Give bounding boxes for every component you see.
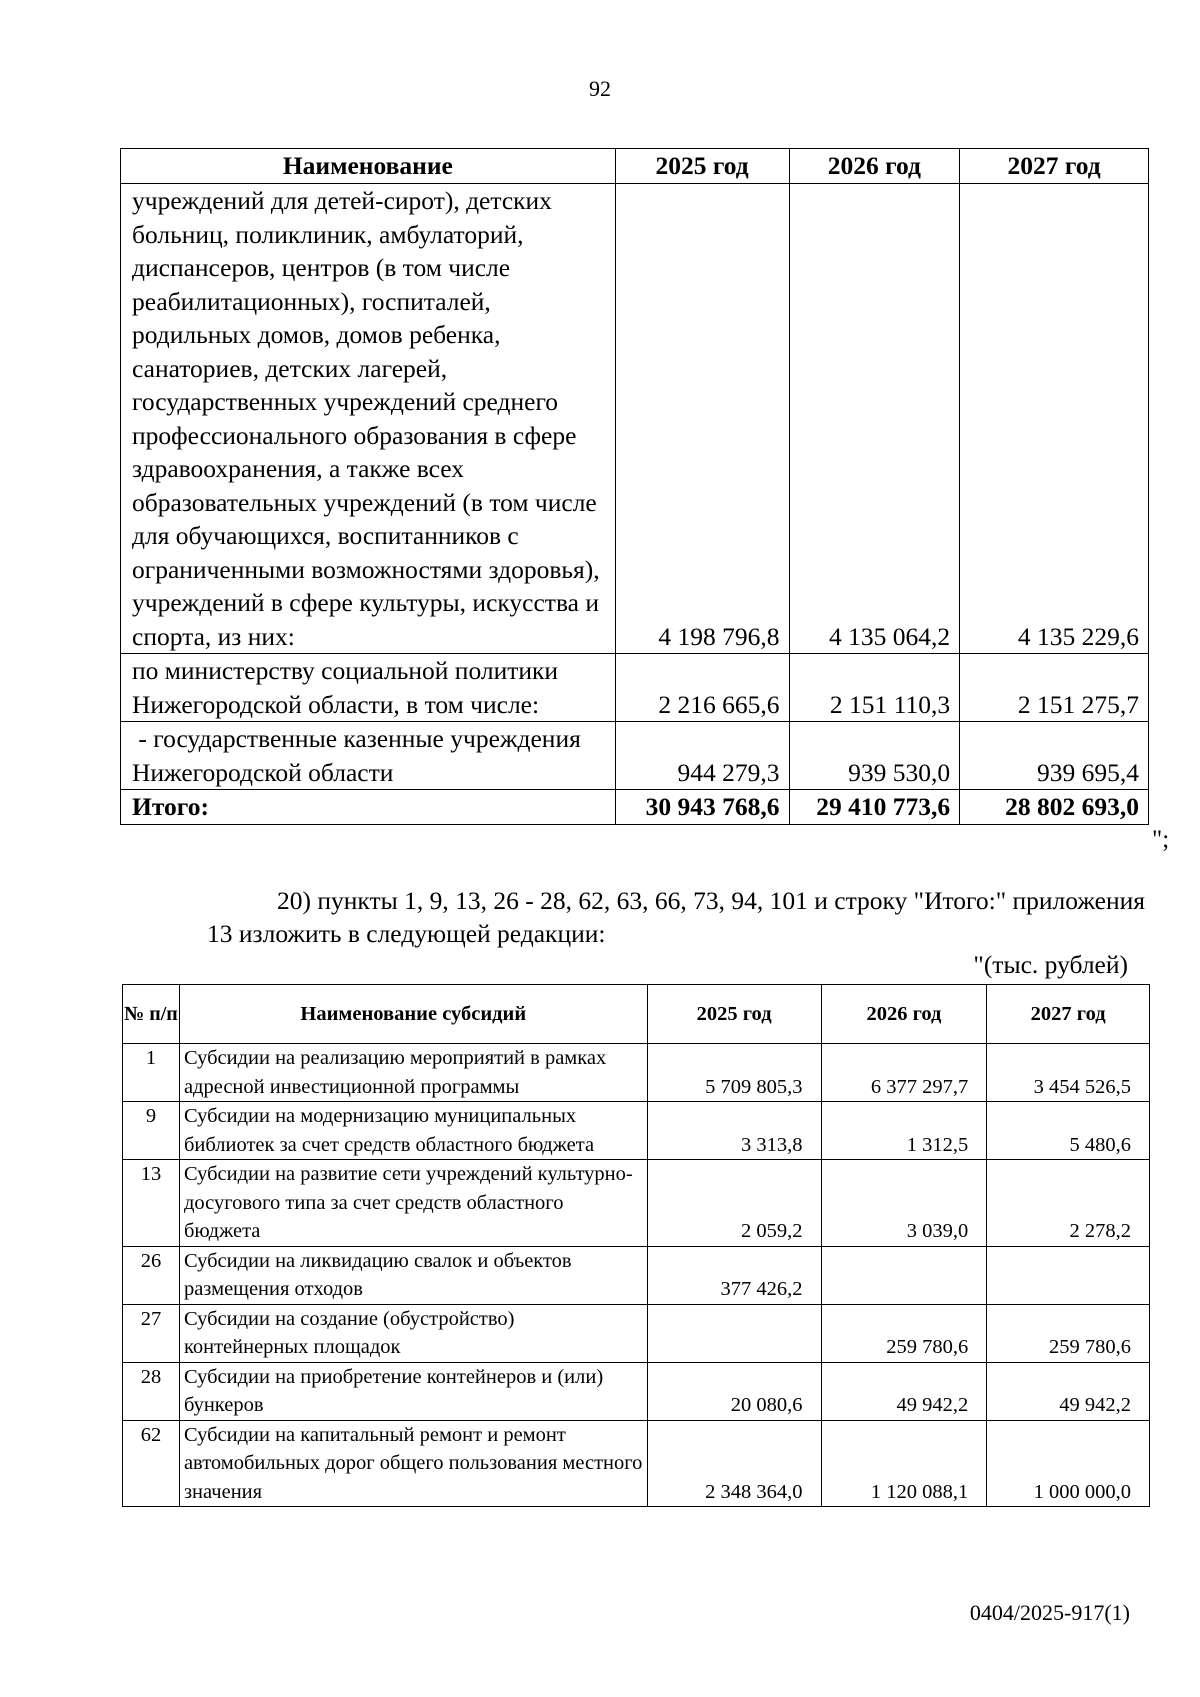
value-2025: 3 313,8 [647, 1102, 821, 1160]
row-number: 9 [123, 1102, 180, 1160]
value-2025: 2 216 665,6 [615, 654, 789, 722]
header-2026: 2026 год [821, 985, 987, 1044]
table-row [121, 654, 1149, 722]
value-2026: 3 039,0 [821, 1160, 987, 1247]
value-2025: 5 709 805,3 [647, 1044, 821, 1102]
value-2025: 2 348 364,0 [647, 1420, 821, 1507]
value-2025: 4 198 796,8 [615, 184, 789, 654]
table-row [123, 1362, 1150, 1420]
row-number: 62 [123, 1420, 180, 1507]
value-2026: 2 151 110,3 [789, 654, 960, 722]
unit-note: "(тыс. рублей) [973, 950, 1128, 979]
page-number: 92 [589, 76, 611, 101]
table-header-row [123, 985, 1150, 1044]
total-2026: 29 410 773,6 [789, 790, 960, 825]
subsidies-table [122, 984, 1150, 1507]
subsidy-name: Субсидии на капитальный ремонт и ремонт автомобильных дорог общего пользования местного значения [179, 1420, 647, 1507]
table-row [121, 722, 1149, 790]
table-row [121, 184, 1149, 654]
table-row [123, 1160, 1150, 1247]
value-2027: 49 942,2 [987, 1362, 1150, 1420]
header-2025: 2025 год [615, 149, 789, 184]
subsidy-name: Субсидии на ликвидацию свалок и объектов размещения отходов [179, 1246, 647, 1304]
value-2026: 939 530,0 [789, 722, 960, 790]
row-number: 26 [123, 1246, 180, 1304]
value-2026: 49 942,2 [821, 1362, 987, 1420]
subsidy-name: Субсидии на модернизацию муниципальных библиотек за счет средств областного бюджета [179, 1102, 647, 1160]
value-2025 [647, 1304, 821, 1362]
value-2026: 1 312,5 [821, 1102, 987, 1160]
value-2027 [987, 1246, 1150, 1304]
subsidy-name: Субсидии на создание (обустройство) контейнерных площадок [179, 1304, 647, 1362]
table-row [123, 1044, 1150, 1102]
header-name: Наименование [121, 149, 616, 184]
value-2025: 20 080,6 [647, 1362, 821, 1420]
subsidy-name: Субсидии на реализацию мероприятий в рамках адресной инвестиционной программы [179, 1044, 647, 1102]
row-name: учреждений для детей-сирот), детских больниц, поликлиник, амбулаторий, диспансеров, центров (в том числе реабилитационных), госпиталей, родильных домов, домов ребенка, санаториев, детских лагерей, государственных учреждений среднего профессионального образования в сфере здравоохранения, а также всех образовательных учреждений (в том числе для обучающихся, воспитанников с ограниченными возможностями здоровья), учреждений в сфере культуры, искусства и спорта, из них: [121, 184, 616, 654]
row-number: 1 [123, 1044, 180, 1102]
value-2026: 259 780,6 [821, 1304, 987, 1362]
document-code: 0404/2025-917(1) [969, 1600, 1130, 1625]
value-2025: 2 059,2 [647, 1160, 821, 1247]
value-2027: 3 454 526,5 [987, 1044, 1150, 1102]
table-row [123, 1420, 1150, 1507]
total-2025: 30 943 768,6 [615, 790, 789, 825]
header-2026: 2026 год [789, 149, 960, 184]
header-number: № п/п [123, 985, 180, 1044]
row-number: 28 [123, 1362, 180, 1420]
subsidy-name: Субсидии на развитие сети учреждений культурно-досугового типа за счет средств областного бюджета [179, 1160, 647, 1247]
subsidy-name: Субсидии на приобретение контейнеров и (или) бункеров [179, 1362, 647, 1420]
table-row [123, 1304, 1150, 1362]
total-2027: 28 802 693,0 [960, 790, 1149, 825]
value-2027: 2 151 275,7 [960, 654, 1149, 722]
budget-table [120, 148, 1149, 825]
header-2027: 2027 год [960, 149, 1149, 184]
value-2027: 1 000 000,0 [987, 1420, 1150, 1507]
value-2027: 4 135 229,6 [960, 184, 1149, 654]
value-2025: 377 426,2 [647, 1246, 821, 1304]
value-2027: 939 695,4 [960, 722, 1149, 790]
row-number: 27 [123, 1304, 180, 1362]
value-2026 [821, 1246, 987, 1304]
closing-quote-mark: "; [1152, 826, 1170, 853]
header-subsidy-name: Наименование субсидий [179, 985, 647, 1044]
value-2026: 1 120 088,1 [821, 1420, 987, 1507]
header-2025: 2025 год [647, 985, 821, 1044]
value-2027: 2 278,2 [987, 1160, 1150, 1247]
row-name: по министерству социальной политики Нижегородской области, в том числе: [121, 654, 616, 722]
amendment-paragraph: 20) пункты 1, 9, 13, 26 - 28, 62, 63, 66, 73, 94, 101 и строку "Итого:" приложения 13 изложить в следующей редакции: [207, 886, 1146, 948]
value-2026: 4 135 064,2 [789, 184, 960, 654]
table-row [123, 1102, 1150, 1160]
value-2025: 944 279,3 [615, 722, 789, 790]
value-2027: 5 480,6 [987, 1102, 1150, 1160]
table-row [123, 1246, 1150, 1304]
header-2027: 2027 год [987, 985, 1150, 1044]
row-number: 13 [123, 1160, 180, 1247]
row-name: - государственные казенные учреждения Нижегородской области [121, 722, 616, 790]
value-2027: 259 780,6 [987, 1304, 1150, 1362]
value-2026: 6 377 297,7 [821, 1044, 987, 1102]
total-label: Итого: [121, 790, 616, 825]
table-header-row [121, 149, 1149, 184]
total-row [121, 790, 1149, 825]
